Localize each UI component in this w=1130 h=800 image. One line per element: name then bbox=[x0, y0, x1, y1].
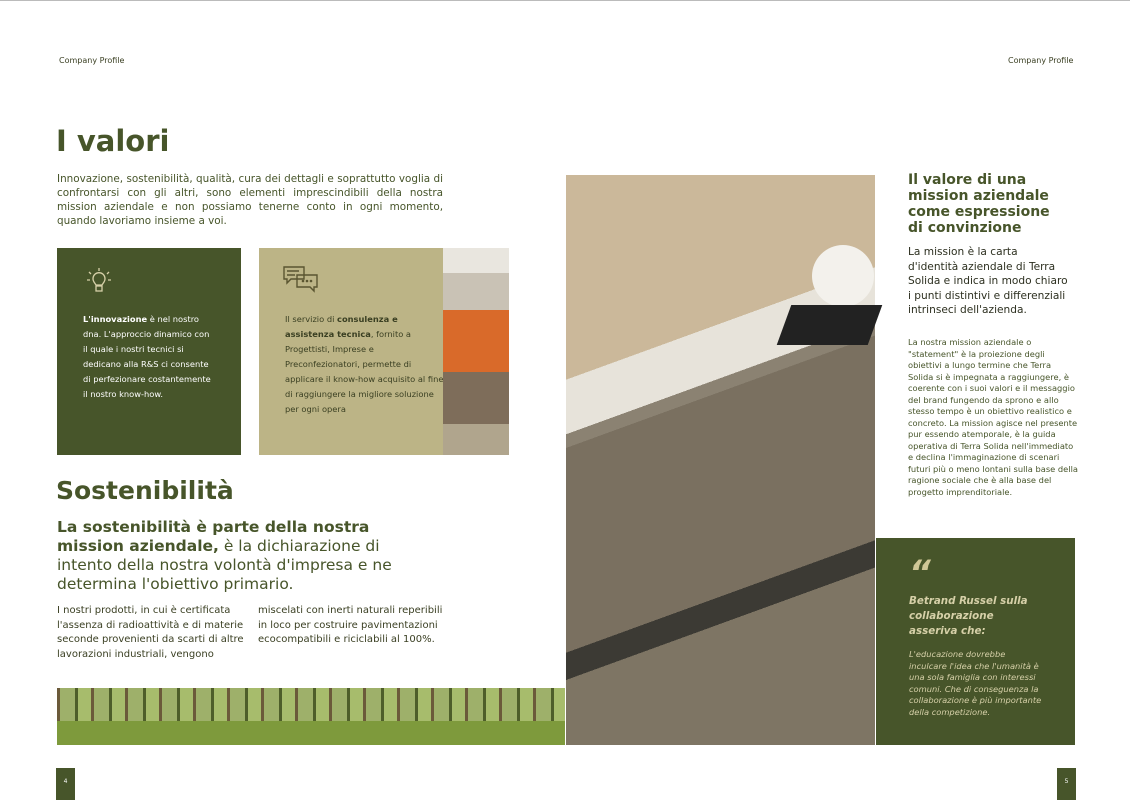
mission-title: Il valore di una mission aziendale come espressione di convinzione bbox=[908, 172, 1050, 236]
workers-photo bbox=[443, 248, 509, 455]
valori-intro: Innovazione, sostenibilità, qualità, cura dei dettagli e soprattutto voglia di confrontarsi con gli altri, sono elementi imprescindibili della nostra mission aziendale e non possiamo tenerne conto in ogni momento, quando lavoriamo insieme a voi. bbox=[57, 173, 443, 227]
quote-box bbox=[876, 538, 1075, 745]
mission-p1: La mission è la carta d'identità aziendale di Terra Solida e indica in modo chiaro i punti distintivi e differenziali intrinseci dell'azienda. bbox=[908, 246, 1068, 316]
quote-mark-icon: “ bbox=[909, 553, 931, 593]
forest-photo bbox=[57, 688, 565, 745]
innovation-text: L'innovazione è nel nostro dna. L'approccio dinamico con il quale i nostri tecnici si dedicano alla R&S ci consente di perfezionare costantemente il nostro know-how. bbox=[83, 314, 211, 399]
page-number-right: 5 bbox=[1057, 768, 1076, 800]
quote-body: L'educazione dovrebbe inculcare l'idea che l'umanità è una sola famiglia con interessi comuni. Che di conseguenza la collaborazione è più importante della competizione. bbox=[909, 649, 1042, 717]
consulting-text: Il servizio di consulenza e assistenza tecnica, fornito a Progettisti, Imprese e Preconfezionatori, permette di applicare il know-how acquisito al fine di raggiungere la migliore soluzione per ogni opera bbox=[285, 314, 444, 414]
sostenibilita-subtitle: La sostenibilità è parte della nostra mission aziendale, è la dichiarazione di intento della nostra volontà d'impresa e ne determina l'obiettivo primario. bbox=[57, 518, 392, 593]
valori-title: I valori bbox=[56, 124, 170, 158]
floor-window-photo bbox=[566, 175, 875, 745]
chat-bubbles-icon bbox=[283, 266, 319, 294]
sostenibilita-col1: I nostri prodotti, in cui è certificata l'assenza di radioattività e di materie seconde provenienti da scarti di altre lavorazioni industriali, vengono bbox=[57, 605, 244, 660]
page-number-left: 4 bbox=[56, 768, 75, 800]
innovation-tile bbox=[57, 248, 241, 455]
lamp-globe bbox=[812, 245, 874, 307]
consulting-tile bbox=[259, 248, 443, 455]
mission-p2: La nostra mission aziendale o "statement" è la proiezione degli obiettivi a lungo termine che Terra Solida si è impegnata a raggiungere, è coerente con i suoi valori e il messaggio del brand fungendo da sprono e allo stesso tempo è un obiettivo realistico e concreto. La mission agisce nel presente pur essendo atemporale, è la guida operativa di Terra Solida nell'immediato e declina l'immaginazione di scenari futuri più o meno lontani sulla base della ragione sociale che è alla base del progetto imprenditoriale. bbox=[908, 337, 1078, 497]
lightbulb-icon bbox=[85, 266, 113, 296]
top-border bbox=[0, 0, 1130, 1]
header-right: Company Profile bbox=[1008, 56, 1074, 65]
side-table bbox=[777, 305, 883, 345]
sostenibilita-title: Sostenibilità bbox=[56, 476, 234, 505]
quote-title: Betrand Russel sulla collaborazione asseriva che: bbox=[909, 595, 1028, 637]
sostenibilita-col2: miscelati con inerti naturali reperibili in loco per costruire pavimentazioni ecocompatibili e riciclabili al 100%. bbox=[258, 605, 443, 645]
header-left: Company Profile bbox=[59, 56, 125, 65]
